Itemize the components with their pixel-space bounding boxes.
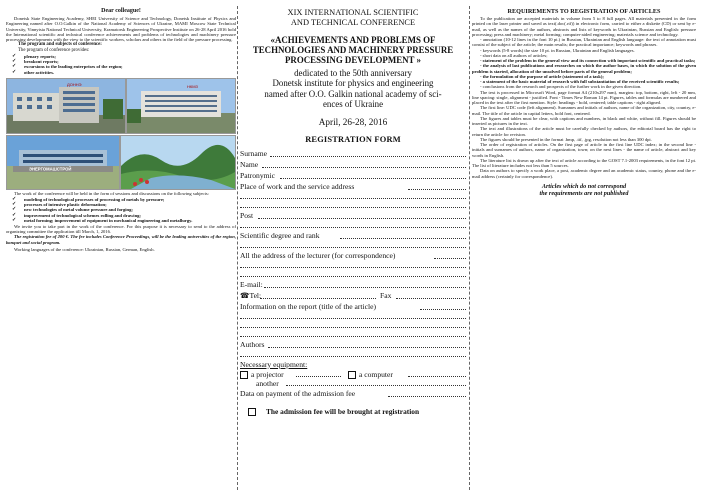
park-landscape-photo [120, 135, 236, 190]
list-item: ✓ new technologies of metal volume pressure and forging; [6, 207, 236, 212]
requirement-paragraph: To the publication are accepted materials in volume from 5 to 8 full pages. All materials presented in the form printed on the laser printer and saved as text(.doc(.rtf)) in electronic form, carried to either a diskette (CD) or sent by e-mail, as well as the names of the authors, abstracts and lists of keywords in Ukrainian, Russian and English: pressure processing; press and machinery; metal forming; computer-aided engineering; materials science and technology. [472, 16, 696, 37]
patronymic-field[interactable] [240, 170, 466, 181]
list-item: ✓ modeling of technological processes of processing of metals by pressure; [6, 197, 236, 202]
greeting-heading: Dear colleague! [101, 8, 141, 14]
warning-line: the requirements are not published [539, 189, 629, 197]
requirement-paragraph: - short data on all authors of articles; [480, 52, 548, 58]
computer-option[interactable] [348, 370, 393, 379]
report-field[interactable] [240, 301, 466, 312]
field-label: Scientific degree and rank [240, 230, 320, 240]
field-label: Post [240, 210, 254, 220]
requirement-paragraph: The figures and tables must be clear, with captions and numbers, in black and white, without fill. Figures should be inserted as pictures in the text. [472, 115, 696, 126]
field-label: Name [240, 159, 259, 169]
requirement-paragraph: - conclusions from the research and prospects of the further work in the given direction. [480, 84, 642, 90]
option-label: a projector [251, 369, 284, 379]
conference-line: XIX INTERNATIONAL SCIENTIFIC [287, 8, 419, 17]
report-line[interactable] [240, 312, 466, 321]
dedication-line: named after O.O. Galkin national academy of sci- [264, 88, 442, 99]
surname-field[interactable] [240, 148, 466, 159]
fee-paragraph: The registration fee of 200 €. The fee includes Conference Proceedings, will be the leading universities of the region, banquet and social program. [6, 234, 236, 245]
field-label: Data on payment of the admission fee [240, 388, 356, 398]
conference-title: PROCESSING DEVELOPMENT » [285, 55, 421, 65]
requirement-paragraph: The text and illustrations of the article must be carefully checked by authors, the editorial board has the right to return the article for revision. [472, 126, 696, 137]
requirements-title: REQUIREMENTS TO REGISTRATION OF ARTICLES [507, 8, 661, 15]
list-item: ✓ breakout reports; [6, 59, 236, 64]
requirement-paragraph: - the analysis of last publications and researches on which the author bases, in which the solution of the given problem is started, allocation of the unsolved before parts of the general problem; [472, 63, 696, 74]
list-item: ✓ other activities. [6, 70, 236, 75]
dedication-line: ences of Ukraine [322, 99, 384, 110]
list-item: ✓ excursions to the leading enterprises of the region; [6, 64, 236, 69]
field-label: Information on the report (title of the article) [240, 301, 377, 311]
center-column [240, 8, 466, 416]
list-item: ✓ plenary reports; [6, 54, 236, 59]
equipment-heading [240, 359, 466, 370]
photo-label: ЭНЕРГОМАШСТРОЙ [29, 166, 72, 172]
languages-paragraph: Working languages of the conference: Ukrainian, Russian, German, English. [14, 246, 155, 252]
left-column [6, 8, 236, 252]
name-field[interactable] [240, 159, 466, 170]
field-label: Necessary equipment: [240, 359, 308, 369]
field-label: Place of work and the service address [240, 181, 355, 191]
dedication-line: dedicated to the 50th anniversary [294, 68, 412, 78]
work-paragraph: The work of the conference will be held in the form of sessions and discussions on the following subjects: [14, 191, 209, 197]
warning-line: Articles which do not correspond [541, 182, 627, 190]
address-field[interactable] [240, 250, 466, 261]
email-field[interactable] [240, 279, 466, 290]
requirement-paragraph: Data on authors to specify a work place, a post, academic degree and an academic status, country, phone and the e-mail address (certainly for correspondence). [472, 168, 696, 179]
forms-title: The program of conference provides: [18, 48, 90, 54]
academy-building-photo [6, 78, 126, 134]
list-item: ✓ processes of intensive plastic deformation; [6, 202, 236, 207]
intro-paragraph: Donetsk State Engineering Academy, SHEI University of Science and Technology, Donetsk Institute of Physics and Engineering named after O.O.Galkin of the National Academy of Sciences of Ukraine, MAMI Moscow State Technical University, Vinnytsia National Technical University, Kramatorsk Engineering Prospective Institute on 26-28 April 2016 hold the International scientific and technical conference achievements and problems of technologies and machinery pressure processing developments with the view to the scientific workers, scholars and others in the field of the pressure processing. [6, 16, 236, 43]
forms-list [6, 54, 236, 76]
fold-line-right [469, 6, 470, 490]
fold-line-left [237, 6, 238, 490]
place-of-work-line[interactable] [240, 201, 466, 210]
report-line[interactable] [240, 321, 466, 330]
field-label: another [256, 378, 279, 388]
invite-paragraph: We invite you to take part in the work of the conference. For this purpose it is necessary to send to the address of organizing committee the application till March, 1, 2016. [6, 223, 236, 234]
authors-field[interactable] [240, 339, 466, 350]
degree-field[interactable] [240, 230, 466, 241]
equipment-options [240, 370, 466, 379]
requirement-paragraph: - keywords (5-8 words) the size 10 pt. in Russian, Ukrainian and English languages. [480, 47, 635, 53]
admission-checkbox[interactable] [248, 408, 256, 416]
requirement-paragraph: - statement of the problem in the general view and its connection with important scientific and practical tasks; [480, 58, 696, 63]
right-column [472, 8, 696, 197]
fax-label: Fax [380, 290, 392, 300]
requirement-paragraph: - annotation (10-12 lines in the font 10 pt.) in Russian, Ukrainian and English language: the text of annotation must consist of the subject of the article; the main results; the practical importance; keywords and phrases. [472, 37, 696, 48]
requirement-paragraph: The text is processed in Microsoft Word, page format A4 (210x297 mm), margins: top, bottom, right, left - 20 mm, line spacing: single, alignment - justified. Font - Times New Roman 14 pt. Figures, tables and formulas are numbered and placed in the text after the first mention. Style: headings - bold, centered; table captions - right aligned. [472, 89, 696, 105]
tel-fax-field[interactable] [240, 290, 466, 301]
list-item: ✓ improvement of technological schemes rolling and drawing; [6, 213, 236, 218]
program-title: The program and subjects of conference: [18, 42, 102, 48]
registration-form [240, 148, 466, 399]
place-of-work-line[interactable] [240, 192, 466, 201]
requirement-paragraph: The literature list is drawn up after the text of article according to the GOST 7.1-2003 requirements, in the font 12 pt. The list of literature includes not less than 5 sources. [472, 157, 696, 168]
requirement-paragraph: - the formulation of the purpose of article (statement of a task); [480, 73, 604, 79]
post-line[interactable] [240, 221, 466, 230]
registration-form-title: REGISTRATION FORM [305, 134, 401, 144]
requirement-paragraph: - a statement of the basic material of research with full substantiation of the received scientific results; [480, 79, 680, 84]
degree-line[interactable] [240, 241, 466, 250]
other-equipment-field[interactable] [240, 379, 466, 388]
address-line[interactable] [240, 261, 466, 270]
field-label: Surname [240, 148, 267, 158]
projector-option[interactable] [240, 370, 284, 379]
field-label: Patronymic [240, 170, 276, 180]
field-label: Authors [240, 339, 265, 349]
requirement-paragraph: The first line: UDC code (left alignment). Surnames and initials of authors, name of the organization, city, country, e-mail. The title of the article in capital letters, bold font, centered. [472, 105, 696, 116]
requirement-paragraph: The order of registration of articles. On the first page of article in the first line UDC index; in the second line - initials and surnames of authors, name of organization, town; on the next lines - the name of article, abstract and key words in English. [472, 142, 696, 158]
post-field[interactable] [240, 210, 466, 221]
field-label: ☎Tel: [240, 290, 262, 300]
list-item: ✓ metal forming; improvement of equipment in mechanical engineering and metallurgy. [6, 218, 236, 223]
field-label: E-mail: [240, 279, 263, 289]
option-label: a computer [359, 369, 393, 379]
field-label: All the address of the lecturer (for correspondence) [240, 250, 396, 260]
conference-date: April, 26-28, 2016 [318, 116, 388, 127]
authors-line[interactable] [240, 350, 466, 359]
subjects-list [6, 197, 236, 224]
nkmz-building-photo [126, 78, 236, 134]
conference-line: AND TECHNICAL CONFERENCE [290, 17, 416, 27]
photo-label: ДОННЭ [67, 82, 82, 88]
energomashstroy-photo [6, 135, 120, 190]
conference-title: «ACHIEVEMENTS AND PROBLEMS OF [270, 35, 436, 45]
place-of-work-field[interactable] [240, 181, 466, 192]
admission-note [240, 407, 466, 416]
report-line[interactable] [240, 330, 466, 339]
address-line[interactable] [240, 270, 466, 279]
photo-label: НКМЗ [187, 84, 198, 90]
dedication-line: Donetsk institute for physics and engineering [272, 78, 434, 89]
admission-text: The admission fee will be brought at registration [266, 406, 420, 416]
requirement-paragraph: The figures should be presented in the format .bmp, .tif, .jpg, resolution not less than 300 dpi. [480, 136, 652, 142]
conference-title: TECHNOLOGIES AND MACHINERY PRESSURE [252, 45, 454, 55]
payment-field[interactable] [240, 388, 466, 399]
photo-collage [6, 78, 236, 188]
